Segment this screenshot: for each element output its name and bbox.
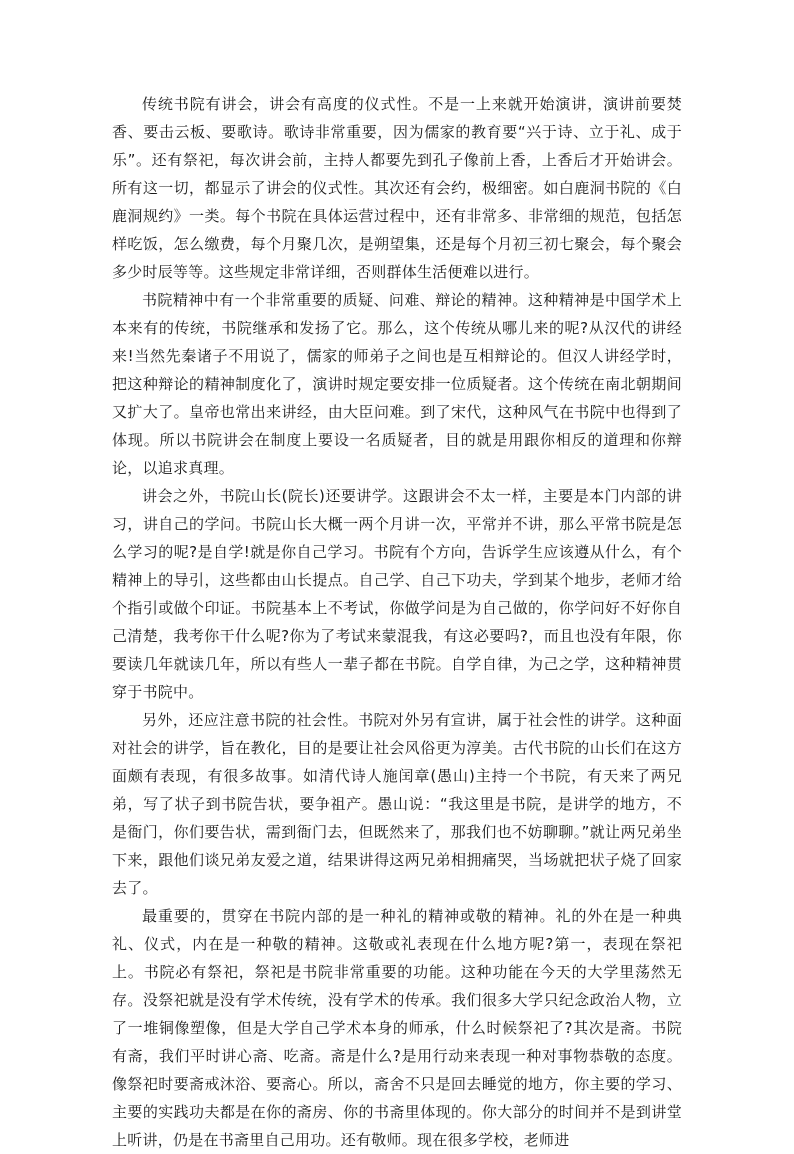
document-body [112,90,682,1154]
paragraph-spirit-of-reverence: 最重要的，贯穿在书院内部的是一种礼的精神或敬的精神。礼的外在是一种典礼、仪式，内在是一种敬的精神。这敬或礼表现在什么地方呢?第一，表现在祭祀上。书院必有祭祀，祭祀是书院非常重要的功能。这种功能在今天的大学里荡然无存。没祭祀就是没有学术传统，没有学术的传承。我们很多大学只纪念政治人物，立了一堆铜像塑像，但是大学自己学术本身的师承，什么时候祭祀了?其次是斋。书院有斋，我们平时讲心斋、吃斋。斋是什么?是用行动来表现一种对事物恭敬的态度。像祭祀时要斋戒沐浴、要斋心。所以，斋舍不只是回去睡觉的地方，你主要的学习、主要的实践功夫都是在你的斋房、你的书斋里体现的。你大部分的时间并不是到讲堂上听讲，仍是在书斋里自己用功。还有敬师。现在很多学校，老师进 [112,907,682,1149]
paragraph-self-study: 讲会之外，书院山长(院长)还要讲学。这跟讲会不太一样，主要是本门内部的讲习，讲自己的学问。书院山长大概一两个月讲一次，平常并不讲，那么平常书院是怎么学习的呢?是自学!就是你自己学习。书院有个方向，告诉学生应该遵从什么，有个精神上的导引，这些都由山长提点。自己学、自己下功夫，学到某个地步，老师才给个指引或做个印证。书院基本上不考试，你做学问是为自己做的，你学问好不好你自己清楚，我考你干什么呢?你为了考试来蒙混我，有这必要吗?，而且也没有年限，你要读几年就读几年，所以有些人一辈子都在书院。自学自律，为己之学，这种精神贯穿于书院中。 [112,487,682,701]
paragraph-ritual-of-lectures: 传统书院有讲会，讲会有高度的仪式性。不是一上来就开始演讲，演讲前要焚香、要击云板、要歌诗。歌诗非常重要，因为儒家的教育要“兴于诗、立于礼、成于乐”。还有祭祀，每次讲会前，主持人都要先到孔子像前上香，上香后才开始讲会。所有这一切，都显示了讲会的仪式性。其次还有会约，极细密。如白鹿洞书院的《白鹿洞规约》一类。每个书院在具体运营过程中，还有非常多、非常细的规范，包括怎样吃饭，怎么缴费，每个月聚几次，是朔望集，还是每个月初三初七聚会，每个聚会多少时辰等等。这些规定非常详细，否则群体生活便难以进行。 [112,95,682,281]
paragraph-spirit-of-debate: 书院精神中有一个非常重要的质疑、问难、辩论的精神。这种精神是中国学术上本来有的传统，书院继承和发扬了它。那么，这个传统从哪儿来的呢?从汉代的讲经来!当然先秦诸子不用说了，儒家的师弟子之间也是互相辩论的。但汉人讲经学时，把这种辩论的精神制度化了，演讲时规定要安排一位质疑者。这个传统在南北朝期间又扩大了。皇帝也常出来讲经，由大臣问难。到了宋代，这种风气在书院中也得到了体现。所以书院讲会在制度上要设一名质疑者，目的就是用跟你相反的道理和你辩论，以追求真理。 [112,291,682,477]
paragraph-social-role: 另外，还应注意书院的社会性。书院对外另有宣讲，属于社会性的讲学。这种面对社会的讲学，旨在教化，目的是要让社会风俗更为淳美。古代书院的山长们在这方面颇有表现，有很多故事。如清代诗人施闰章(愚山)主持一个书院，有天来了两兄弟，写了状子到书院告状，要争祖产。愚山说：“我这里是书院，是讲学的地方，不是衙门，你们要告状，需到衙门去，但既然来了，那我们也不妨聊聊。”就让两兄弟坐下来，跟他们谈兄弟友爱之道，结果讲得这两兄弟相拥痛哭，当场就把状子烧了回家去了。 [112,711,682,897]
